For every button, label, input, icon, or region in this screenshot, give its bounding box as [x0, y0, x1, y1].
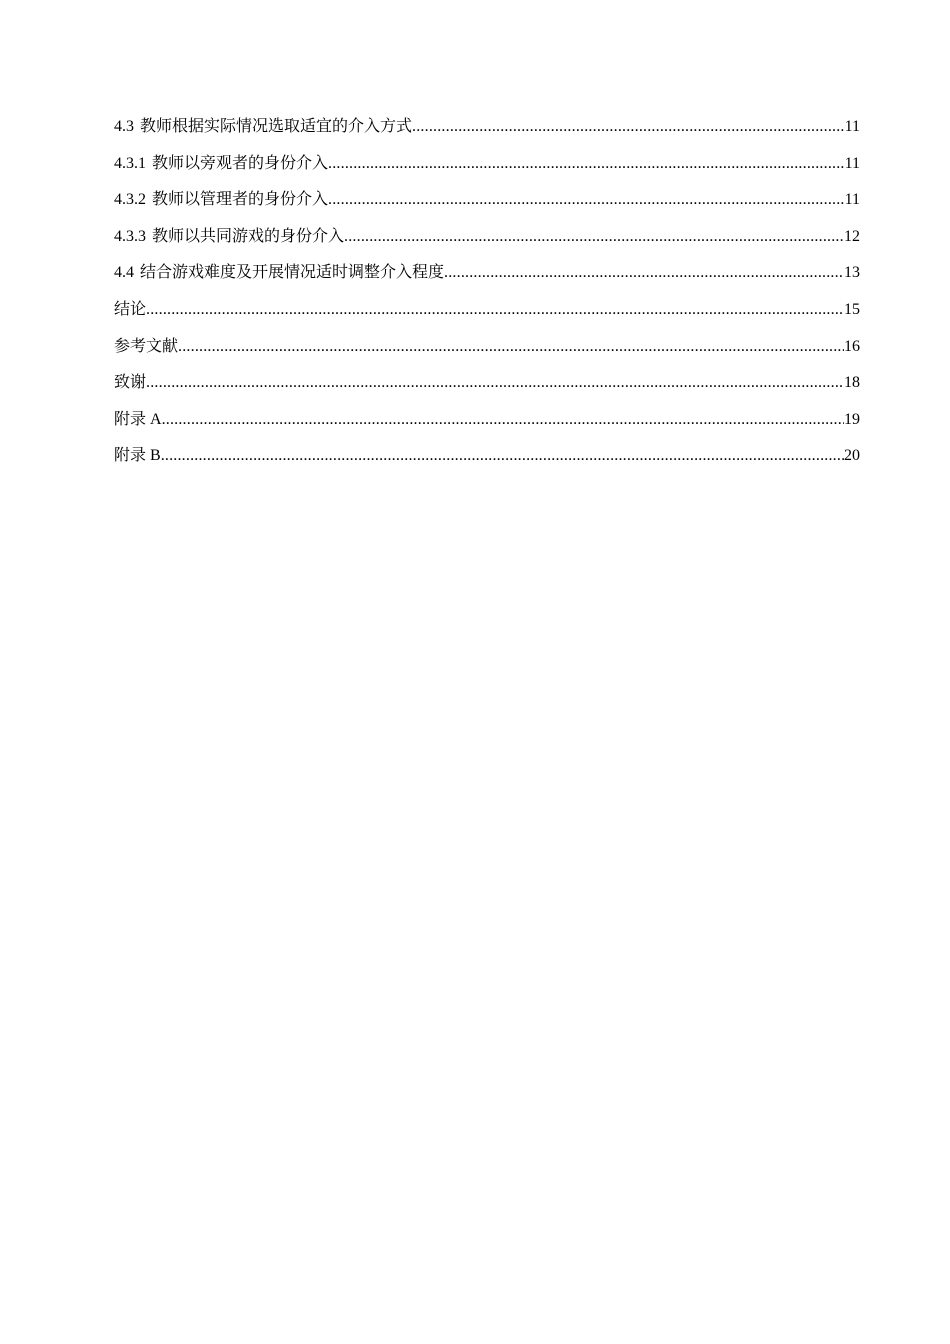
toc-dot-leader [412, 113, 845, 140]
toc-page-number: 13 [844, 264, 860, 282]
toc-dot-leader [344, 223, 844, 250]
toc-entry-title [114, 150, 328, 177]
toc-dot-leader [328, 150, 845, 177]
toc-dot-leader [328, 186, 845, 213]
toc-dot-leader [146, 296, 844, 323]
toc-entry-acknowledgements[interactable] [114, 369, 860, 406]
toc-entry-title: 附录 A [114, 410, 162, 428]
toc-entry-4-4[interactable] [114, 259, 860, 296]
toc-entry-number: 4.3.3 [114, 227, 146, 245]
toc-entry-title [114, 259, 444, 286]
toc-dot-leader [162, 406, 844, 433]
toc-entry-text: 教师以管理者的身份介入 [152, 191, 329, 209]
toc-dot-leader [178, 333, 844, 360]
toc-entry-4-3[interactable] [114, 113, 860, 150]
toc-dot-leader [161, 442, 844, 469]
toc-entry-appendix-a[interactable] [114, 406, 860, 443]
toc-entry-text: 教师以旁观者的身份介入 [152, 154, 329, 172]
toc-entry-title: 致谢 [114, 374, 147, 392]
table-of-contents [114, 113, 860, 479]
toc-dot-leader [146, 369, 844, 396]
toc-entry-references[interactable] [114, 333, 860, 370]
toc-entry-number: 4.3 [114, 118, 134, 135]
toc-entry-conclusion[interactable] [114, 296, 860, 333]
toc-page-number: 15 [844, 300, 860, 318]
toc-entry-title: 附录 B [114, 447, 161, 465]
toc-entry-text: 教师根据实际情况选取适宜的介入方式 [140, 118, 413, 135]
toc-entry-4-3-2[interactable] [114, 186, 860, 223]
toc-entry-title: 结论 [114, 300, 147, 318]
toc-entry-4-3-1[interactable] [114, 150, 860, 187]
toc-entry-title: 参考文献 [114, 337, 179, 355]
toc-page-number: 12 [844, 227, 860, 245]
toc-entry-4-3-3[interactable] [114, 223, 860, 260]
toc-page-number: 11 [844, 191, 860, 209]
toc-entry-text: 教师以共同游戏的身份介入 [152, 227, 345, 245]
toc-entry-text: 结合游戏难度及开展情况适时调整介入程度 [140, 264, 445, 282]
toc-entry-title [114, 113, 412, 140]
toc-page-number: 20 [844, 447, 860, 465]
toc-entry-appendix-b[interactable] [114, 442, 860, 479]
toc-page-number: 19 [844, 410, 860, 428]
toc-entry-number: 4.4 [114, 264, 134, 282]
toc-entry-title [114, 223, 344, 250]
toc-entry-number: 4.3.1 [114, 154, 146, 172]
toc-entry-title [114, 186, 328, 213]
toc-page-number: 18 [844, 374, 860, 392]
toc-page-number: 11 [844, 154, 860, 172]
toc-entry-number: 4.3.2 [114, 191, 146, 209]
toc-dot-leader [444, 259, 844, 286]
toc-page-number: 16 [844, 337, 860, 355]
toc-page-number: 11 [844, 118, 860, 135]
